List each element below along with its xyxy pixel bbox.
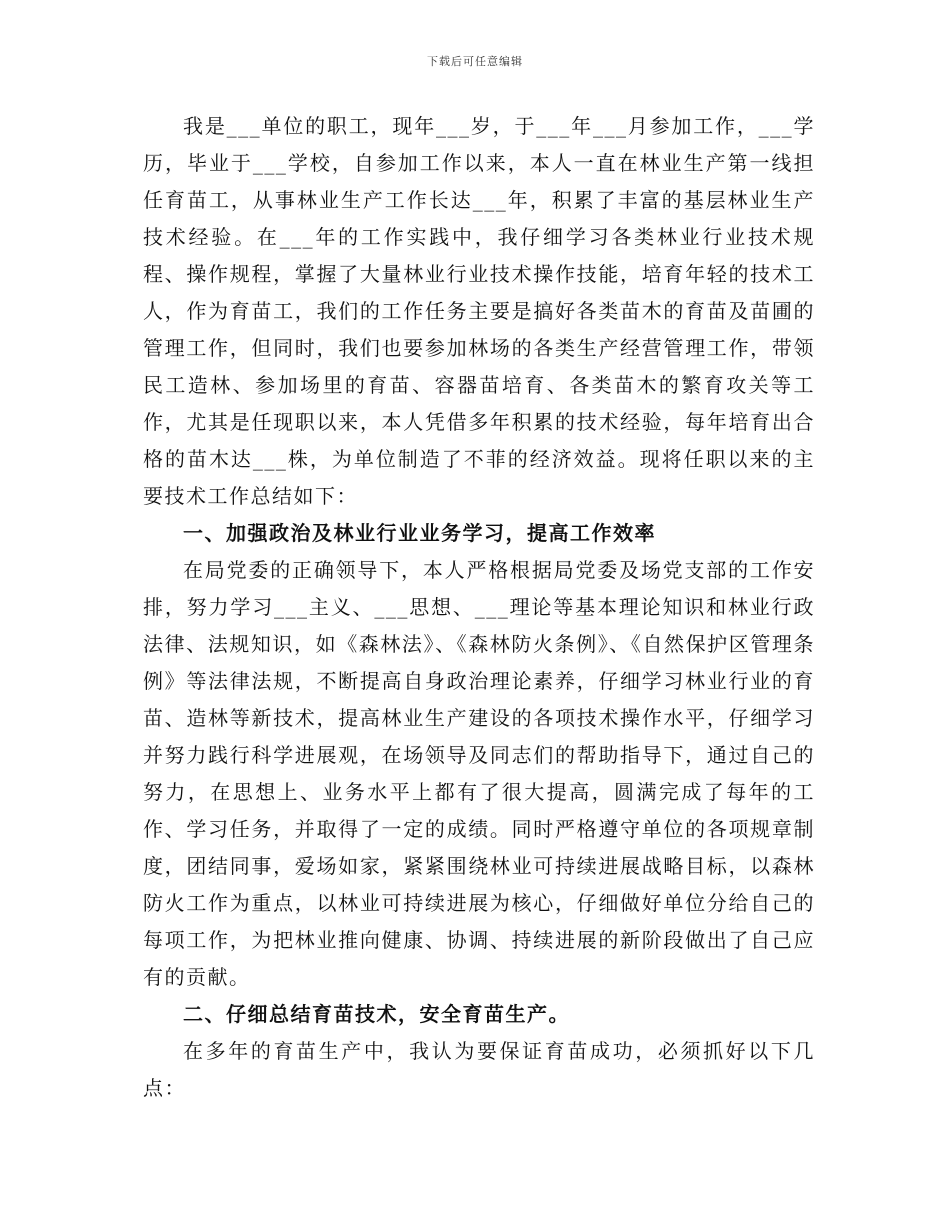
intro-paragraph: 我是___单位的职工，现年___岁，于___年___月参加工作，___学历，毕业于___学校，自参加工作以来，本人一直在林业生产第一线担任育苗工，从事林业生产工作长达___年，积累了丰富的基层林业生产技术经验。在___年的工作实践中，我仔细学习各类林业行业技术规程、操作规程，掌握了大量林业行业技术操作技能，培育年轻的技术工人，作为育苗工，我们的工作任务主要是搞好各类苗木的育苗及苗圃的管理工作，但同时，我们也要参加林场的各类生产经营管理工作，带领民工造林、参加场里的育苗、容器苗培育、各类苗木的繁育攻关等工作，尤其是任现职以来，本人凭借多年积累的技术经验，每年培育出合格的苗木达___株，为单位制造了不菲的经济效益。现将任职以来的主要技术工作总结如下： [143,114,815,508]
page-header-note: 下载后可任意编辑 [427,55,523,68]
section-2-paragraph: 在多年的育苗生产中，我认为要保证育苗成功，必须抓好以下几点： [143,1039,815,1100]
section-heading-2: 二、仔细总结育苗技术，安全育苗生产。 [183,1002,570,1026]
document-body [143,108,815,1107]
section-1-paragraph: 在局党委的正确领导下，本人严格根据局党委及场党支部的工作安排，努力学习___主义、___思想、___理论等基本理论知识和林业行政法律、法规知识，如《森林法》、《森林防火条例》、《自然保护区管理条例》等法律法规，不断提高自身政治理论素养，仔细学习林业行业的育苗、造林等新技术，提高林业生产建设的各项技术操作水平，仔细学习并努力践行科学进展观，在场领导及同志们的帮助指导下，通过自己的努力，在思想上、业务水平上都有了很大提高，圆满完成了每年的工作、学习任务，并取得了一定的成绩。同时严格遵守单位的各项规章制度，团结同事，爱场如家，紧紧围绕林业可持续进展战略目标，以森林防火工作为重点，以林业可持续进展为核心，仔细做好单位分给自己的每项工作，为把林业推向健康、协调、持续进展的新阶段做出了自己应有的贡献。 [143,558,815,989]
section-heading-1: 一、加强政治及林业行业业务学习，提高工作效率 [183,521,656,545]
